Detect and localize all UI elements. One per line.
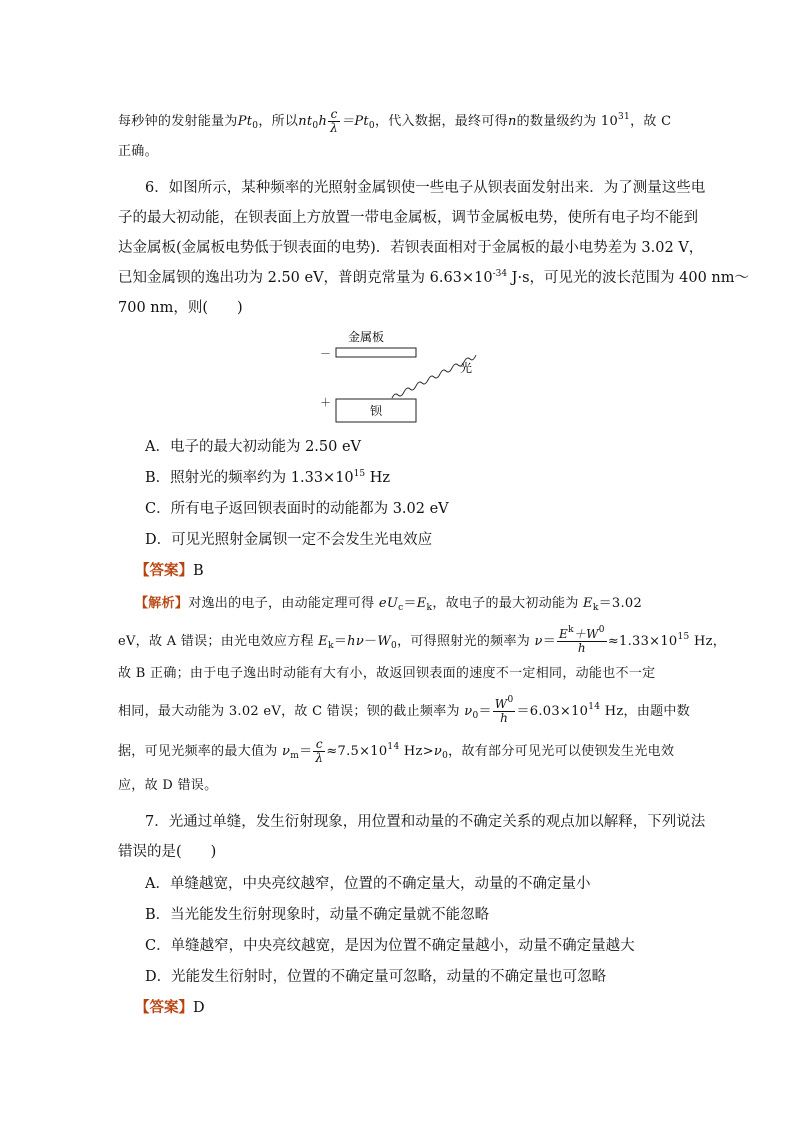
- text: E: [559, 627, 569, 641]
- text: －: [364, 634, 378, 649]
- text: W: [494, 697, 508, 711]
- fraction-c-over-lambda: [328, 108, 340, 135]
- answer-value: D: [193, 1000, 205, 1016]
- text: ＝6.03×10: [516, 704, 589, 719]
- answer-tag: 【答案】: [135, 562, 193, 579]
- text: ＝3.02: [598, 596, 643, 611]
- q6-explanation-line-6: 应，故 D 错误。: [118, 778, 218, 793]
- text: 的数量级约为 10: [516, 114, 619, 129]
- q7-answer: [135, 998, 205, 1018]
- q6-explanation-line-3: 故 B 正确；由于电子逸出时动能有大有小，故返回钡表面的速度不一定相同，动能也不一定: [118, 666, 656, 681]
- text: Hz>: [399, 744, 434, 759]
- q7-option-b: B．当光能发生衍射现象时，动量不确定量就不能忽略: [145, 907, 490, 923]
- text: 15: [677, 632, 690, 642]
- q6-explanation-line-1: 【解析】对逸出的电子，由动能定理可得 $eU_c=E_k$，故电子的最大初动能为 $E_k=3.02$: [135, 596, 643, 613]
- text: ，故 C: [630, 114, 672, 129]
- text: c: [315, 737, 323, 751]
- text: J·s，可见光的波长范围为 400 nm～: [507, 270, 750, 286]
- q6-stem-line-3: 达金属板(金属板电势低于钡表面的电势)．若钡表面相对于金属板的最小电势差为 3.02 V，: [118, 240, 704, 256]
- text: λ: [315, 751, 324, 765]
- q6-figure-svg: [310, 326, 500, 432]
- text: ，代入数据，最终可得: [374, 114, 508, 129]
- q6-option-a: A．电子的最大初动能为 2.50 eV: [145, 439, 362, 455]
- text: nt: [298, 114, 313, 129]
- text: 已知金属钡的逸出功为 2.50 eV，普朗克常量为 6.63×10: [118, 270, 493, 286]
- minus-sign: －: [320, 347, 331, 360]
- metal-plate-label: 金属板: [348, 330, 385, 344]
- text: Hz，: [689, 634, 727, 649]
- q6-option-c: C．所有电子返回钡表面时的动能都为 3.02 eV: [145, 501, 449, 517]
- text: ＝: [333, 634, 348, 649]
- text: ＋W: [573, 627, 599, 641]
- q7-option-d: D．光能发生衍射时，位置的不确定量可忽略，动量的不确定量也可忽略: [145, 969, 607, 985]
- q6-stem-line-1: 6．如图所示，某种频率的光照射金属钡使一些电子从钡表面发射出来．为了测量这些电: [145, 180, 706, 196]
- text: 据，可见光频率的最大值为: [118, 744, 283, 759]
- text: Pt: [237, 114, 253, 129]
- q7-stem-line-1: 7．光通过单缝，发生衍射现象，用位置和动量的不确定关系的观点加以解释，下列说法: [145, 814, 706, 830]
- text: Hz，由题中数: [600, 704, 691, 719]
- fraction-ek-plus-w0-over-h: [557, 625, 607, 655]
- explanation-tag: 【解析】: [135, 596, 189, 611]
- q6-stem-line-5: 700 nm，则( ): [118, 300, 243, 316]
- metal-plate: [336, 348, 416, 357]
- text: 31: [618, 112, 631, 122]
- text: ，故有部分可见光可以使钡发生光电效: [448, 744, 675, 759]
- text: ＝Pt: [341, 114, 369, 129]
- q6-figure: [310, 326, 500, 432]
- text: 15: [353, 469, 366, 479]
- q7-option-a: A．单缝越宽，中央亮纹越窄，位置的不确定量大，动量的不确定量小: [145, 876, 591, 892]
- text: 每秒钟的发射能量为: [118, 114, 238, 129]
- prev-solution-line-2: 正确。: [118, 144, 158, 159]
- q6-option-d: D．可见光照射金属钡一定不会发生光电效应: [145, 532, 433, 548]
- text: ，可得照射光的频率为: [397, 634, 535, 649]
- text: k: [568, 625, 574, 635]
- q6-stem-line-2: 子的最大初动能，在钡表面上方放置一带电金属板，调节金属板电势，使所有电子均不能到: [118, 210, 698, 226]
- text: c: [330, 107, 338, 121]
- text: h: [577, 641, 586, 655]
- text: B．照射光的频率约为 1.33×10: [145, 470, 354, 486]
- q6-answer: [135, 561, 204, 581]
- text: ，故电子的最大初动能为: [432, 596, 584, 611]
- text: Hz: [365, 470, 391, 486]
- plus-sign: ＋: [320, 396, 331, 409]
- q6-option-b: [145, 468, 390, 488]
- text: n: [507, 114, 517, 129]
- text: h: [318, 114, 328, 129]
- answer-value: B: [193, 563, 204, 579]
- q7-option-c: C．单缝越窄，中央亮纹越宽，是因为位置不确定量越小，动量不确定量越大: [145, 938, 635, 954]
- text: 0: [507, 695, 514, 705]
- fraction-c-over-lambda-2: [313, 738, 325, 765]
- text: 对逸出的电子，由动能定理可得: [188, 596, 379, 611]
- light-label: 光: [460, 361, 473, 375]
- fraction-w0-over-h: [493, 695, 516, 725]
- text: 14: [588, 702, 601, 712]
- text: 14: [387, 742, 400, 752]
- text: λ: [330, 121, 339, 135]
- text: ＝: [403, 596, 417, 611]
- q7-stem-line-2: 错误的是( ): [118, 844, 217, 860]
- text: -34: [492, 269, 508, 279]
- text: 0: [598, 625, 605, 635]
- text: eV，故 A 错误；由光电效应方程: [118, 634, 319, 649]
- text: h: [500, 711, 509, 725]
- barium-label: 钡: [370, 404, 383, 418]
- text: ≈1.33×10: [607, 634, 678, 649]
- text: ≈7.5×10: [326, 744, 388, 759]
- text: 相同，最大动能为 3.02 eV，故 C 错误；钡的截止频率为: [118, 704, 465, 719]
- text: ，所以: [258, 114, 299, 129]
- q6-explanation-line-5: 据，可见光频率的最大值为 $\nu_m=$ $\frac{c}{\lambda}$ $\approx 7.5\times 10^{14}$ $Hz>\nu_0$，故有部分可见光可以使钡发生光电效: [118, 737, 675, 765]
- q6-stem-line-4: [118, 268, 749, 288]
- text: ＝: [542, 634, 557, 649]
- q6-explanation-line-2: eV，故 A 错误；由光电效应方程 $E_k=h\nu-W_0$，可得照射光的频率为 ν＝ $\frac{E^k+W^0}{h}$ $\approx 1.33\times 10^{15}$ Hz，: [118, 625, 727, 655]
- prev-solution-line-1: 每秒钟的发射能量为$Pt_0$，所以$nt_0h$ $\frac{c}{\lambda}$ $=Pt_0$，代入数据，最终可得n的数量级约为 $10^{31}$，故 C: [118, 107, 672, 135]
- q6-explanation-line-4: 相同，最大动能为 3.02 eV，故 C 错误；钡的截止频率为 $\nu_0=$ $\frac{W^0}{h}$ $=6.03\times 10^{14}$ Hz，由题中数: [118, 695, 691, 725]
- answer-tag: 【答案】: [135, 999, 193, 1016]
